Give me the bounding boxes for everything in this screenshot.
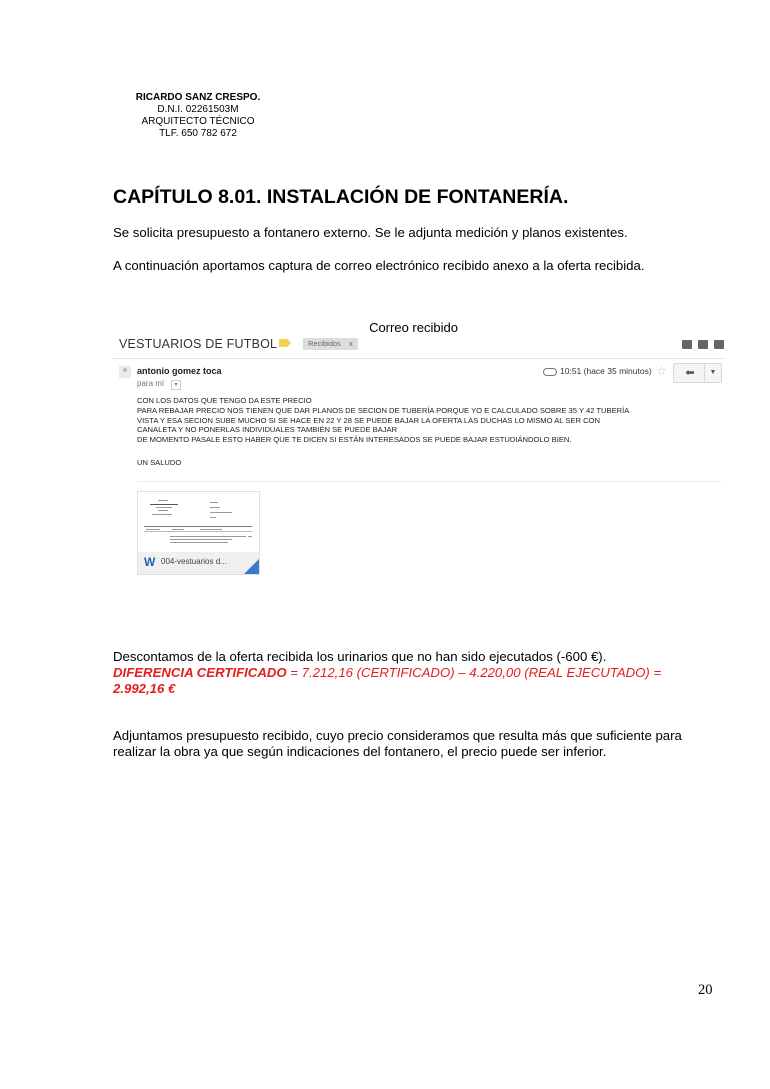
difference-expression: = 7.212,16 (CERTIFICADO) – 4.220,00 (REAL EJECUTADO) = <box>286 665 662 680</box>
author-header <box>118 92 278 140</box>
chapter-title: CAPÍTULO 8.01. INSTALACIÓN DE FONTANERÍA. <box>113 186 569 208</box>
new-window-icon[interactable] <box>714 340 724 349</box>
body-line: DE MOMENTO PASALE ESTO HABER QUE TE DICEN SI ESTÁN INTERESADOS SE PUEDE BAJAR ESTUDIÁNDOLO BIEN. <box>137 435 572 445</box>
divider <box>137 481 721 482</box>
attachment-clip-icon <box>543 368 557 376</box>
author-dni: D.N.I. 02261503M <box>157 104 239 115</box>
attachment-thumbnail <box>144 498 252 550</box>
label-tag-icon <box>279 339 291 347</box>
sender-avatar <box>119 366 131 378</box>
archive-icon[interactable] <box>682 340 692 349</box>
email-caption: Correo recibido <box>369 320 458 335</box>
word-doc-icon: W <box>144 555 156 569</box>
page-number: 20 <box>698 982 713 998</box>
print-icon[interactable] <box>698 340 708 349</box>
paragraph-request: Se solicita presupuesto a fontanero externo. Se le adjunta medición y planos existentes. <box>113 225 628 240</box>
difference-label: DIFERENCIA CERTIFICADO <box>113 665 287 680</box>
chevron-down-icon: ▼ <box>709 369 717 376</box>
paragraph-conclusion-2: realizar la obra ya que según indicaciones del fontanero, el precio puede ser inferior. <box>113 744 607 759</box>
more-options-button[interactable] <box>704 363 722 383</box>
recipient-label: para mí <box>137 379 165 388</box>
author-name: RICARDO SANZ CRESPO. <box>135 92 261 103</box>
divider <box>113 358 725 359</box>
reply-icon: ⬅ <box>685 367 695 379</box>
author-phone: TLF. 650 782 672 <box>159 128 237 139</box>
sender-name[interactable]: antonio gomez toca <box>137 366 222 376</box>
body-line: CANALETA Y NO PONERLAS INDIVIDUALES TAMBIÉN SE PUEDE BAJAR <box>137 425 398 435</box>
attachment-card[interactable] <box>137 491 260 575</box>
inbox-label-chip[interactable]: Recibidos x <box>303 338 358 350</box>
paragraph-conclusion-1: Adjuntamos presupuesto recibido, cuyo precio consideramos que resulta más que suficiente para <box>113 728 682 743</box>
attachment-filename: 004-vestuarios d... <box>161 557 227 566</box>
star-icon[interactable]: ☆ <box>656 364 667 378</box>
reply-button[interactable] <box>673 363 707 383</box>
paragraph-discount: Descontamos de la oferta recibida los urinarios que no han sido ejecutados (-600 €). <box>113 649 607 664</box>
chip-close-icon[interactable]: x <box>348 339 353 348</box>
difference-result: 2.992,16 € <box>113 681 176 696</box>
body-line: VISTA Y ESA SECION SUBE MUCHO SI SE HACE EN 22 Y 28 SE PUEDE BAJAR LA OFERTA LAS DUCHAS LO MISMO AL SER CON <box>137 415 600 425</box>
email-screenshot <box>113 336 725 580</box>
body-line: PARA REBAJAR PRECIO NOS TIENEN QUE DAR PLANOS DE SECION DE TUBERÍA PORQUE YO E CALCULADO SOBRE 35 Y 42 TUBERÍA <box>137 405 630 415</box>
body-line: CON LOS DATOS QUE TENGO DA ESTE PRECIO <box>137 396 312 405</box>
paragraph-capture: A continuación aportamos captura de correo electrónico recibido anexo a la oferta recibida. <box>113 258 645 273</box>
email-subject: VESTUARIOS DE FUTBOL <box>119 337 278 351</box>
email-body <box>137 396 629 445</box>
author-profession: ARQUITECTO TÉCNICO <box>141 116 255 127</box>
email-greeting: UN SALUDO <box>137 458 182 467</box>
difference-line <box>113 665 661 680</box>
details-chevron-icon[interactable]: ▾ <box>171 380 181 390</box>
email-timestamp: 10:51 (hace 35 minutos) <box>560 366 652 376</box>
